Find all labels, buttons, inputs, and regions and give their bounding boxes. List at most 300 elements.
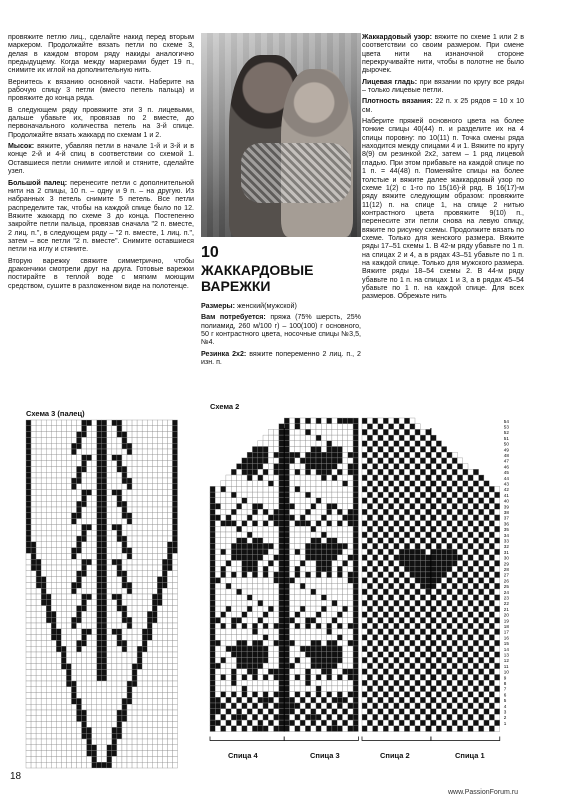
grid-cell — [157, 559, 162, 565]
grid-cell — [26, 490, 31, 496]
grid-cell — [415, 464, 420, 470]
grid-cell — [92, 449, 97, 455]
grid-cell — [122, 588, 127, 594]
grid-cell — [442, 629, 447, 635]
grid-cell — [415, 515, 420, 521]
grid-cell — [82, 704, 87, 710]
grid-cell — [231, 606, 236, 612]
grid-cell — [226, 475, 231, 481]
row-number: 9 — [503, 675, 507, 681]
grid-cell — [479, 714, 484, 720]
grid-cell — [279, 441, 284, 447]
grid-cell — [36, 693, 41, 699]
grid-cell — [457, 481, 462, 487]
grid-cell — [495, 714, 500, 720]
grid-cell — [362, 549, 367, 555]
grid-cell — [495, 618, 500, 624]
grid-cell — [348, 714, 353, 720]
grid-cell — [484, 595, 489, 601]
grid-cell — [436, 600, 441, 606]
grid-cell — [279, 515, 284, 521]
grid-cell — [66, 501, 71, 507]
grid-cell — [295, 583, 300, 589]
grid-cell — [92, 710, 97, 716]
grid-cell — [142, 536, 147, 542]
grid-cell — [117, 687, 122, 693]
grid-cell — [373, 543, 378, 549]
grid-cell — [122, 693, 127, 699]
grid-cell — [102, 646, 107, 652]
grid-cell — [82, 762, 87, 768]
grid-cell — [77, 443, 82, 449]
grid-cell — [378, 595, 383, 601]
grid-cell — [279, 561, 284, 567]
grid-cell — [290, 492, 295, 498]
grid-cell — [343, 675, 348, 681]
grid-cell — [268, 504, 273, 510]
grid-cell — [489, 618, 494, 624]
grid-cell — [410, 441, 415, 447]
grid-cell — [167, 664, 172, 670]
row-number: 35 — [503, 527, 509, 533]
grid-cell — [300, 640, 305, 646]
grid-cell — [410, 629, 415, 635]
grid-cell — [337, 447, 342, 453]
grid-cell — [162, 704, 167, 710]
grid-cell — [172, 687, 177, 693]
grid-cell — [353, 498, 358, 504]
grid-cell — [290, 424, 295, 430]
grid-cell — [337, 521, 342, 527]
grid-cell — [436, 680, 441, 686]
grid-cell — [389, 469, 394, 475]
grid-cell — [274, 498, 279, 504]
grid-cell — [31, 745, 36, 751]
grid-cell — [274, 692, 279, 698]
grid-cell — [316, 720, 321, 726]
grid-cell — [26, 536, 31, 542]
grid-cell — [268, 492, 273, 498]
grid-cell — [172, 693, 177, 699]
grid-cell — [36, 739, 41, 745]
grid-cell — [71, 420, 76, 426]
grid-cell — [394, 458, 399, 464]
grid-cell — [157, 478, 162, 484]
grid-cell — [36, 443, 41, 449]
grid-cell — [311, 686, 316, 692]
grid-cell — [348, 504, 353, 510]
grid-cell — [420, 452, 425, 458]
grid-cell — [102, 710, 107, 716]
grid-cell — [479, 561, 484, 567]
grid-cell — [362, 555, 367, 561]
grid-cell — [420, 675, 425, 681]
row-number: 54 — [503, 418, 509, 424]
row-number: 32 — [503, 544, 509, 550]
grid-cell — [97, 571, 102, 577]
grid-cell — [77, 669, 82, 675]
grid-cell — [167, 640, 172, 646]
grid-cell — [97, 687, 102, 693]
grid-cell — [284, 726, 289, 732]
grid-cell — [247, 720, 252, 726]
grid-cell — [332, 549, 337, 555]
grid-cell — [362, 429, 367, 435]
grid-cell — [367, 498, 372, 504]
grid-cell — [92, 426, 97, 432]
row-number: 14 — [503, 646, 509, 652]
grid-cell — [31, 640, 36, 646]
grid-cell — [452, 469, 457, 475]
grid-cell — [87, 513, 92, 519]
grid-cell — [468, 526, 473, 532]
grid-cell — [389, 492, 394, 498]
grid-cell — [290, 458, 295, 464]
grid-cell — [82, 733, 87, 739]
grid-cell — [378, 697, 383, 703]
grid-cell — [495, 549, 500, 555]
grid-cell — [362, 646, 367, 652]
grid-cell — [373, 618, 378, 624]
grid-cell — [132, 542, 137, 548]
grid-cell — [242, 469, 247, 475]
grid-cell — [457, 572, 462, 578]
grid-cell — [46, 443, 51, 449]
grid-cell — [389, 714, 394, 720]
grid-cell — [268, 669, 273, 675]
grid-cell — [373, 726, 378, 732]
grid-cell — [295, 543, 300, 549]
grid-cell — [61, 745, 66, 751]
grid-cell — [258, 726, 263, 732]
grid-cell — [221, 504, 226, 510]
grid-cell — [36, 629, 41, 635]
grid-cell — [66, 548, 71, 554]
grid-cell — [343, 720, 348, 726]
grid-cell — [231, 669, 236, 675]
grid-cell — [300, 515, 305, 521]
grid-cell — [226, 692, 231, 698]
grid-cell — [268, 652, 273, 658]
grid-cell — [332, 606, 337, 612]
grid-cell — [311, 652, 316, 658]
grid-cell — [56, 629, 61, 635]
grid-cell — [102, 675, 107, 681]
grid-cell — [82, 513, 87, 519]
grid-cell — [436, 447, 441, 453]
row-number: 36 — [503, 521, 509, 527]
grid-cell — [279, 549, 284, 555]
grid-cell — [332, 583, 337, 589]
grid-cell — [274, 589, 279, 595]
grid-cell — [268, 600, 273, 606]
grid-cell — [237, 521, 242, 527]
grid-cell — [162, 675, 167, 681]
grid-cell — [36, 664, 41, 670]
grid-cell — [46, 675, 51, 681]
grid-cell — [300, 549, 305, 555]
grid-cell — [284, 538, 289, 544]
grid-cell — [332, 612, 337, 618]
grid-cell — [295, 447, 300, 453]
grid-cell — [242, 492, 247, 498]
grid-cell — [378, 703, 383, 709]
grid-cell — [279, 714, 284, 720]
grid-cell — [237, 686, 242, 692]
grid-cell — [473, 635, 478, 641]
grid-cell — [117, 437, 122, 443]
grid-cell — [305, 726, 310, 732]
grid-cell — [231, 709, 236, 715]
grid-cell — [31, 751, 36, 757]
grid-cell — [142, 658, 147, 664]
grid-cell — [107, 629, 112, 635]
grid-cell — [383, 441, 388, 447]
grid-cell — [107, 519, 112, 525]
grid-cell — [92, 652, 97, 658]
grid-cell — [274, 703, 279, 709]
grid-cell — [295, 606, 300, 612]
grid-cell — [263, 578, 268, 584]
grid-cell — [127, 588, 132, 594]
grid-cell — [348, 429, 353, 435]
grid-cell — [436, 469, 441, 475]
grid-cell — [431, 663, 436, 669]
grid-cell — [457, 526, 462, 532]
grid-cell — [87, 611, 92, 617]
grid-cell — [343, 606, 348, 612]
grid-cell — [137, 449, 142, 455]
grid-cell — [373, 714, 378, 720]
grid-cell — [383, 418, 388, 424]
grid-cell — [56, 675, 61, 681]
grid-cell — [457, 635, 462, 641]
grid-cell — [479, 589, 484, 595]
row-number: 40 — [503, 498, 509, 504]
grid-cell — [463, 543, 468, 549]
grid-cell — [353, 726, 358, 732]
grid-cell — [167, 652, 172, 658]
grid-cell — [378, 424, 383, 430]
grid-cell — [46, 646, 51, 652]
grid-cell — [305, 418, 310, 424]
grid-cell — [353, 521, 358, 527]
grid-cell — [92, 495, 97, 501]
grid-cell — [410, 526, 415, 532]
grid-cell — [394, 675, 399, 681]
grid-cell — [31, 426, 36, 432]
grid-cell — [473, 589, 478, 595]
grid-cell — [263, 504, 268, 510]
grid-cell — [332, 663, 337, 669]
grid-cell — [479, 652, 484, 658]
grid-cell — [46, 571, 51, 577]
grid-cell — [343, 600, 348, 606]
grid-cell — [362, 663, 367, 669]
grid-cell — [117, 432, 122, 438]
grid-cell — [51, 559, 56, 565]
grid-cell — [321, 447, 326, 453]
grid-cell — [172, 751, 177, 757]
grid-cell — [337, 600, 342, 606]
grid-cell — [117, 669, 122, 675]
grid-cell — [127, 513, 132, 519]
grid-cell — [36, 588, 41, 594]
grid-cell — [268, 532, 273, 538]
grid-cell — [107, 716, 112, 722]
grid-cell — [221, 635, 226, 641]
grid-cell — [210, 635, 215, 641]
grid-cell — [263, 686, 268, 692]
grid-cell — [56, 426, 61, 432]
grid-cell — [495, 538, 500, 544]
grid-cell — [316, 486, 321, 492]
grid-cell — [426, 714, 431, 720]
grid-cell — [51, 722, 56, 728]
grid-cell — [394, 429, 399, 435]
grid-cell — [77, 530, 82, 536]
grid-cell — [97, 646, 102, 652]
grid-cell — [268, 709, 273, 715]
grid-cell — [284, 697, 289, 703]
grid-cell — [61, 455, 66, 461]
grid-cell — [31, 623, 36, 629]
grid-cell — [473, 663, 478, 669]
grid-cell — [436, 452, 441, 458]
grid-cell — [399, 464, 404, 470]
grid-cell — [162, 432, 167, 438]
grid-cell — [51, 501, 56, 507]
grid-cell — [263, 498, 268, 504]
grid-cell — [362, 618, 367, 624]
grid-cell — [66, 762, 71, 768]
grid-cell — [337, 481, 342, 487]
grid-cell — [337, 618, 342, 624]
grid-cell — [82, 675, 87, 681]
grid-cell — [56, 739, 61, 745]
grid-cell — [399, 498, 404, 504]
grid-cell — [77, 617, 82, 623]
grid-cell — [31, 652, 36, 658]
grid-cell — [327, 583, 332, 589]
grid-cell — [457, 686, 462, 692]
grid-cell — [332, 726, 337, 732]
grid-cell — [436, 509, 441, 515]
grid-cell — [394, 612, 399, 618]
grid-cell — [468, 583, 473, 589]
grid-cell — [290, 583, 295, 589]
grid-cell — [337, 555, 342, 561]
grid-cell — [284, 566, 289, 572]
grid-cell — [263, 709, 268, 715]
grid-cell — [46, 617, 51, 623]
grid-cell — [295, 498, 300, 504]
grid-cell — [147, 681, 152, 687]
grid-cell — [436, 515, 441, 521]
grid-cell — [237, 646, 242, 652]
grid-cell — [279, 538, 284, 544]
grid-cell — [295, 532, 300, 538]
grid-cell — [210, 652, 215, 658]
grid-cell — [268, 475, 273, 481]
grid-cell — [321, 629, 326, 635]
grid-cell — [378, 561, 383, 567]
grid-cell — [77, 519, 82, 525]
grid-cell — [362, 589, 367, 595]
grid-cell — [274, 458, 279, 464]
grid-cell — [327, 646, 332, 652]
grid-cell — [316, 635, 321, 641]
grid-cell — [122, 437, 127, 443]
grid-cell — [263, 515, 268, 521]
grid-cell — [226, 486, 231, 492]
grid-cell — [284, 543, 289, 549]
grid-cell — [484, 692, 489, 698]
grid-cell — [321, 492, 326, 498]
grid-cell — [237, 675, 242, 681]
grid-cell — [305, 709, 310, 715]
grid-cell — [97, 484, 102, 490]
row-number: 49 — [503, 447, 509, 453]
grid-cell — [305, 441, 310, 447]
grid-cell — [274, 475, 279, 481]
grid-cell — [447, 657, 452, 663]
grid-cell — [431, 498, 436, 504]
grid-cell — [268, 543, 273, 549]
grid-cell — [343, 561, 348, 567]
grid-cell — [210, 492, 215, 498]
grid-cell — [442, 492, 447, 498]
grid-cell — [247, 566, 252, 572]
grid-cell — [362, 464, 367, 470]
grid-cell — [420, 543, 425, 549]
grid-cell — [142, 675, 147, 681]
grid-cell — [102, 466, 107, 472]
grid-cell — [77, 739, 82, 745]
grid-cell — [463, 515, 468, 521]
grid-cell — [87, 519, 92, 525]
grid-cell — [172, 571, 177, 577]
grid-cell — [426, 492, 431, 498]
grid-cell — [495, 521, 500, 527]
grid-cell — [399, 652, 404, 658]
grid-cell — [92, 669, 97, 675]
grid-cell — [226, 726, 231, 732]
grid-cell — [102, 664, 107, 670]
grid-cell — [41, 443, 46, 449]
grid-cell — [142, 553, 147, 559]
grid-cell — [41, 449, 46, 455]
grid-cell — [404, 447, 409, 453]
grid-cell — [463, 521, 468, 527]
grid-cell — [97, 658, 102, 664]
grid-cell — [268, 521, 273, 527]
grid-cell — [102, 733, 107, 739]
grid-cell — [36, 594, 41, 600]
grid-cell — [389, 452, 394, 458]
grid-cell — [71, 710, 76, 716]
grid-cell — [147, 704, 152, 710]
col2-bold-lead: Вам потребуется: — [201, 313, 266, 322]
grid-cell — [152, 594, 157, 600]
grid-cell — [348, 589, 353, 595]
grid-cell — [31, 762, 36, 768]
grid-cell — [305, 435, 310, 441]
grid-cell — [284, 464, 289, 470]
grid-cell — [457, 697, 462, 703]
grid-cell — [252, 532, 257, 538]
grid-cell — [284, 486, 289, 492]
